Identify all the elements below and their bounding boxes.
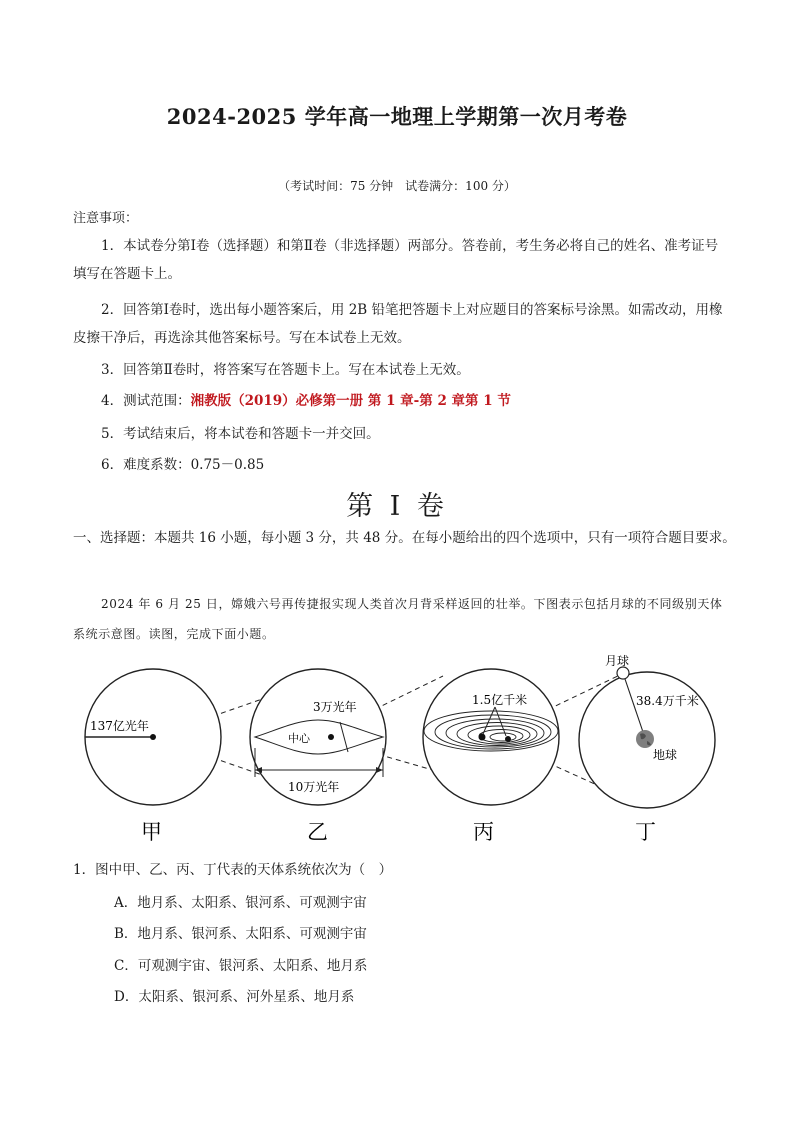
jia-radius-label: 137亿光年 (90, 719, 149, 733)
earth-dot (505, 736, 511, 742)
notice-item-6: 6．难度系数：0.75－0.85 (101, 457, 265, 473)
ding-distance-label: 38.4万千米 (636, 694, 699, 708)
exam-subtitle: （考试时间：75 分钟 试卷满分：100 分） (278, 179, 516, 193)
yi-diameter-label: 10万光年 (288, 780, 340, 794)
jia-label: 甲 (141, 820, 162, 844)
notice-item-1: 1．本试卷分第Ⅰ卷（选择题）和第Ⅱ卷（非选择题）两部分。答卷前，考生务必将自己的姓名、准考证号填写在答题卡上。 (73, 238, 719, 282)
notice-item-2: 2．回答第Ⅰ卷时，选出每小题答案后，用 2B 铅笔把答题卡上对应题目的答案标号涂黑。如需改动，用橡皮擦干净后，再选涂其他答案标号。写在本试卷上无效。 (73, 302, 723, 346)
celestial-systems-diagram (72, 646, 722, 851)
exam-title: 2024-2025 学年高一地理上学期第一次月考卷 (166, 104, 628, 129)
jia-center-dot (150, 734, 156, 740)
question-1-option-d: D．太阳系、银河系、河外星系、地月系 (114, 989, 355, 1005)
earth-icon (636, 730, 654, 748)
yi-label: 乙 (307, 820, 328, 844)
notice-heading: 注意事项： (73, 211, 139, 226)
yi-thickness-label: 3万光年 (313, 700, 357, 714)
section-instruction: 一、选择题：本题共 16 小题，每小题 3 分，共 48 分。在每小题给出的四个选项中，只有一项符合题目要求。 (73, 530, 736, 546)
sun-dot (479, 734, 486, 741)
notice-item-4-prefix: 4．测试范围： (101, 393, 191, 409)
ding-label: 丁 (635, 820, 656, 844)
bing-circle (423, 669, 559, 805)
question-1-stem: 1．图中甲、乙、丙、丁代表的天体系统依次为（ ） (73, 862, 393, 878)
bing-distance-label: 1.5亿千米 (472, 693, 528, 707)
moon-label: 月球 (605, 654, 630, 668)
notice-item-3: 3．回答第Ⅱ卷时，将答案写在答题卡上。写在本试卷上无效。 (101, 362, 470, 378)
bing-label: 丙 (473, 820, 494, 844)
test-scope: 湘教版（2019）必修第一册 第 1 章-第 2 章第 1 节 (190, 393, 511, 409)
question-1-option-a: A．地月系、太阳系、银河系、可观测宇宙 (114, 895, 367, 911)
part-title: 第 I 卷 (346, 491, 448, 522)
yi-center-label: 中心 (288, 732, 310, 745)
notice-item-5: 5．考试结束后，将本试卷和答题卡一并交回。 (101, 426, 380, 442)
question-stem: 2024 年 6 月 25 日，嫦娥六号再传捷报实现人类首次月背采样返回的壮举。下图表示包括月球的不同级别天体系统示意图。读图，完成下面小题。 (73, 597, 723, 641)
notice-item-4 (101, 387, 511, 415)
galaxy-center-dot (328, 734, 334, 740)
question-1-option-c: C．可观测宇宙、银河系、太阳系、地月系 (114, 958, 368, 974)
earth-label: 地球 (653, 748, 678, 762)
moon-icon (617, 667, 629, 679)
question-1-option-b: B．地月系、银河系、太阳系、可观测宇宙 (114, 926, 367, 942)
